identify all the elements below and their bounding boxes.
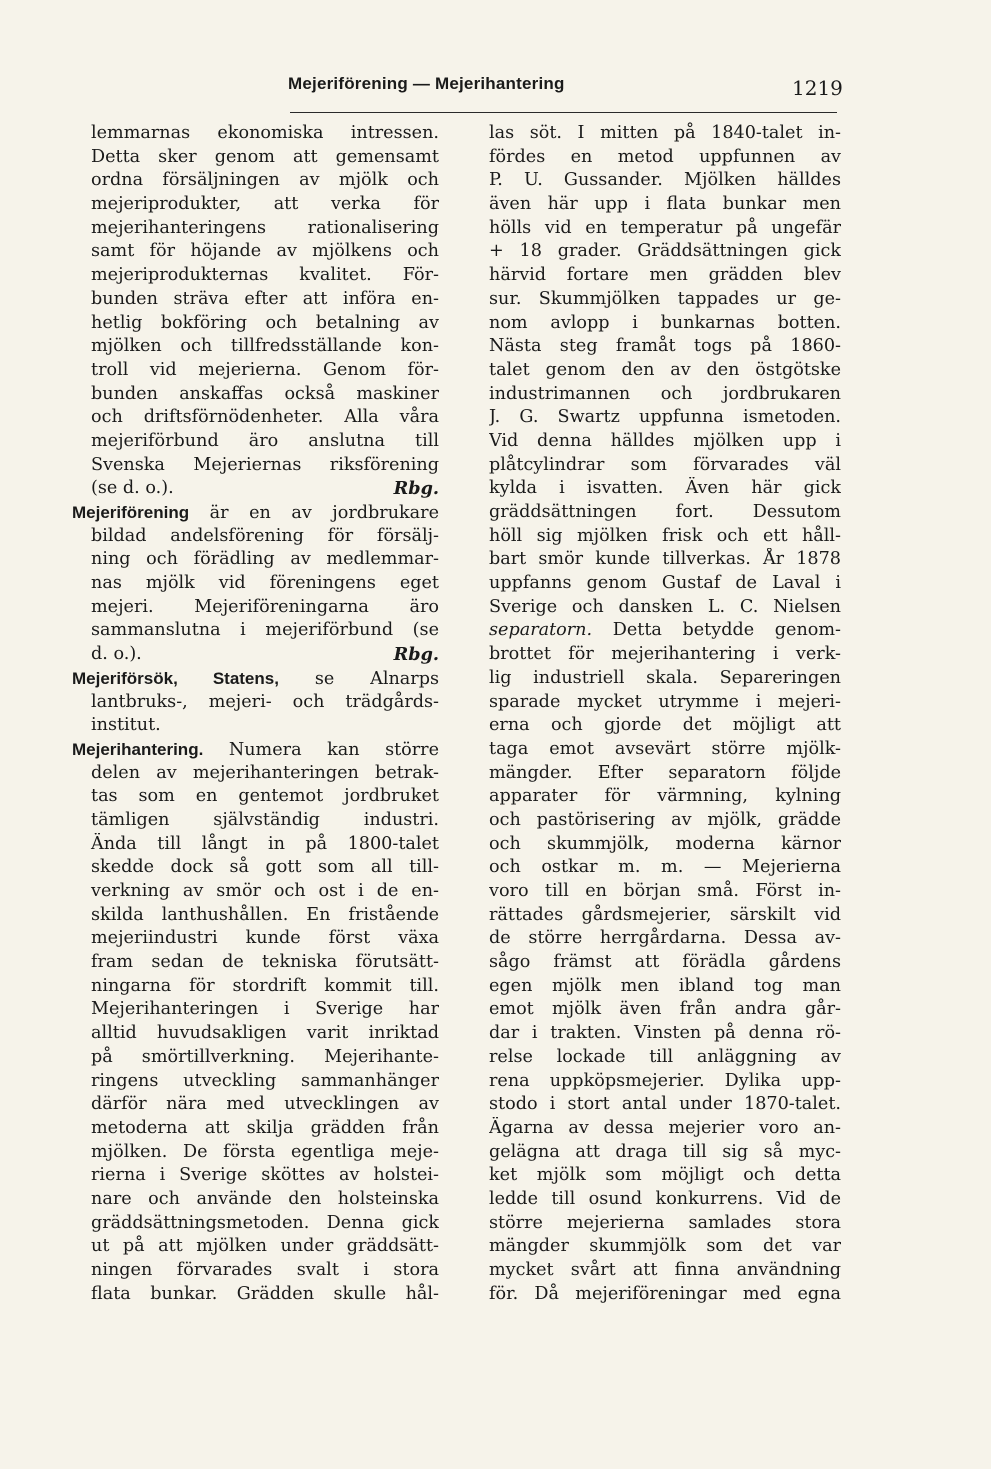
line-text: ledde till osund konkurrens. Vid de — [489, 1188, 841, 1209]
text-line — [72, 217, 439, 241]
text-line — [489, 785, 841, 809]
line-text: ut på att mjölken under gräddsätt- — [91, 1236, 439, 1257]
line-text: ket mjölk som möjligt och detta — [489, 1165, 841, 1186]
line-text: dar i trakten. Vinsten på denna rö- — [489, 1023, 841, 1044]
line-text: bunden sträva efter att införa en- — [91, 288, 439, 309]
text-line — [489, 1212, 841, 1236]
line-text: verkning av smör och ost i de en- — [91, 881, 439, 901]
line-text: ningen förvarades svalt i stora — [91, 1260, 439, 1280]
text-line — [72, 477, 439, 501]
text-line — [489, 1141, 841, 1165]
text-line — [489, 927, 841, 951]
line-text: nas mjölk vid föreningens eget — [91, 573, 439, 594]
entry-title: Mejerihantering. — [72, 739, 204, 759]
line-text: troll vid mejerierna. Genom för- — [91, 359, 439, 380]
line-text: mejeriprodukternas kvalitet. För- — [91, 265, 439, 286]
text-line — [72, 288, 439, 312]
line-text: Vid denna hälldes mjölken upp i — [489, 430, 841, 451]
text-line — [489, 264, 841, 288]
line-text: därför nära med utvecklingen av — [91, 1094, 439, 1115]
text-line — [489, 430, 841, 454]
line-text: de större herrgårdarna. Dessa av- — [489, 928, 841, 949]
line-text: på smörtillverkning. Mejerihante- — [91, 1046, 439, 1067]
text-line — [489, 122, 841, 146]
line-text: mängder. Efter separatorn följde — [489, 762, 841, 783]
line-text: Detta sker genom att gemensamt — [91, 146, 439, 167]
text-line — [72, 454, 439, 478]
line-text: höll sig mjölken frisk och ett håll- — [489, 525, 841, 546]
text-line — [72, 430, 439, 454]
text-line — [489, 833, 841, 857]
running-title: Mejeriförening — Mejerihantering — [288, 74, 565, 93]
line-text: bunden anskaffas också maskiner — [91, 383, 439, 404]
text-line — [489, 1164, 841, 1188]
text-line — [489, 572, 841, 596]
line-text: och driftsförnödenheter. Alla våra — [91, 407, 439, 428]
line-text: P. U. Gussander. Mjölken hälldes — [489, 170, 841, 191]
text-line — [72, 1188, 439, 1212]
text-line — [72, 1046, 439, 1070]
text-line — [489, 406, 841, 430]
line-text: brottet för mejerihantering i verk- — [489, 644, 841, 665]
text-line — [72, 904, 439, 928]
entry-title: Mejeriförsök, Statens, — [72, 668, 279, 688]
text-line — [489, 904, 841, 928]
line-text: Mejerihanteringen i Sverige har — [91, 999, 439, 1020]
line-text: alltid huvudsakligen varit inriktad — [91, 1023, 439, 1044]
line-text: industrimannen och jordbrukaren — [489, 383, 841, 404]
header-rule — [290, 112, 837, 113]
text-line — [72, 122, 439, 146]
line-text: nare och använde den holsteinska — [91, 1188, 439, 1209]
line-text: Ända till långt in på 1800-talet — [91, 833, 439, 854]
line-text: rierna i Sverige sköttes av holstei- — [91, 1165, 439, 1186]
text-line — [489, 217, 841, 241]
text-line — [489, 146, 841, 170]
text-line — [489, 1283, 841, 1307]
text-line — [72, 975, 439, 999]
text-line — [72, 951, 439, 975]
text-line — [72, 643, 439, 667]
line-text: och skummjölk, moderna kärnor — [489, 833, 841, 854]
line-text: taga emot avsevärt större mjölk- — [489, 738, 841, 759]
line-text: (se d. o.). — [91, 478, 174, 499]
line-text: voro till en början små. Först in- — [489, 881, 841, 901]
line-text: ning och förädling av medlemmar- — [91, 549, 439, 570]
line-text: flata bunkar. Grädden skulle hål- — [91, 1283, 439, 1304]
text-line — [489, 240, 841, 264]
text-line — [489, 880, 841, 904]
text-line — [72, 667, 439, 691]
text-line — [72, 880, 439, 904]
text-line — [489, 667, 841, 691]
line-text: stodo i stort antal under 1870-talet. — [489, 1094, 841, 1115]
text-line — [72, 264, 439, 288]
text-line — [489, 288, 841, 312]
line-text: ordna försäljningen av mjölk och — [91, 170, 439, 191]
line-text: större mejerierna samlades stora — [489, 1212, 841, 1233]
text-line — [489, 548, 841, 572]
text-line — [72, 383, 439, 407]
line-text: ningarna för stordrift kommit till. — [91, 975, 439, 996]
line-text: skedde dock så gott som all till- — [91, 857, 439, 878]
text-line — [489, 998, 841, 1022]
text-line — [72, 833, 439, 857]
line-text: lantbruks-, mejeri- och trädgårds- — [91, 691, 439, 712]
line-text: rättades gårdsmejerier, särskilt vid — [489, 904, 841, 925]
line-text: mejeriindustri kunde först växa — [91, 928, 439, 949]
running-header — [0, 74, 991, 104]
text-line — [489, 951, 841, 975]
text-line — [489, 691, 841, 715]
line-text: härvid fortare men grädden blev — [489, 265, 841, 286]
line-text: d. o.). — [91, 644, 142, 665]
text-line — [489, 335, 841, 359]
author-signature: Rbg. — [393, 644, 439, 666]
text-line — [72, 501, 439, 525]
line-text: relse lockade till anläggning av — [489, 1046, 841, 1067]
text-line — [72, 1141, 439, 1165]
line-text: emot mjölk även från andra går- — [489, 999, 841, 1020]
line-text: sur. Skummjölken tappades ur ge- — [489, 288, 841, 309]
line-text: lig industriell skala. Separeringen — [489, 667, 841, 688]
line-text: Sverige och dansken L. C. Nielsen — [489, 596, 841, 617]
text-line — [489, 643, 841, 667]
text-line — [72, 1022, 439, 1046]
line-text: metoderna att skilja grädden från — [91, 1117, 439, 1138]
line-text: Detta betydde genom- — [592, 620, 841, 641]
italic-term: separatorn. — [489, 620, 593, 641]
text-line — [489, 856, 841, 880]
text-line — [72, 1164, 439, 1188]
text-line — [489, 619, 841, 643]
line-text: rena uppköpsmejerier. Dylika upp- — [489, 1070, 841, 1091]
text-line — [489, 809, 841, 833]
line-text: Numera kan större — [203, 739, 439, 760]
text-line — [489, 1235, 841, 1259]
line-text: gelägna att draga till sig så myc- — [489, 1141, 841, 1162]
text-line — [72, 998, 439, 1022]
line-text: gräddsättningen fort. Dessutom — [489, 502, 841, 522]
line-text: fram sedan de tekniska förutsätt- — [91, 952, 439, 973]
line-text: institut. — [91, 715, 161, 736]
line-text: delen av mejerihanteringen betrak- — [91, 762, 439, 783]
text-line — [72, 572, 439, 596]
line-text: Nästa steg framåt togs på 1860- — [489, 336, 841, 357]
text-line — [489, 1093, 841, 1117]
line-text: mejeri. Mejeriföreningarna äro — [91, 596, 439, 617]
text-line — [489, 1117, 841, 1141]
line-text: mängder skummjölk som det var — [489, 1236, 841, 1257]
text-line — [489, 714, 841, 738]
text-line — [72, 691, 439, 715]
line-text: hölls vid en temperatur på ungefär — [489, 217, 841, 238]
line-text: skilda lanthushållen. En fristående — [91, 904, 439, 925]
author-signature: Rbg. — [393, 478, 439, 500]
text-line — [72, 359, 439, 383]
line-text: sparade mycket utrymme i mejeri- — [489, 691, 841, 712]
line-text: kylda i isvatten. Även här gick — [489, 478, 841, 499]
text-line — [72, 312, 439, 336]
text-line — [72, 1259, 439, 1283]
text-line — [489, 525, 841, 549]
line-text: mycket svårt att finna användning — [489, 1260, 841, 1280]
entry-title: Mejeriförening — [72, 503, 190, 522]
line-text: bart smör kunde tillverkas. År 1878 — [489, 549, 841, 570]
text-line — [489, 762, 841, 786]
line-text: apparater för värmning, kylning — [489, 786, 841, 807]
line-text: talet genom den av den östgötske — [489, 359, 841, 380]
text-line — [489, 596, 841, 620]
text-line — [72, 762, 439, 786]
line-text: las söt. I mitten på 1840-talet in- — [489, 123, 841, 143]
line-text: uppfanns genom Gustaf de Laval i — [489, 573, 841, 594]
line-text: plåtcylindrar som förvarades väl — [489, 454, 841, 475]
line-text: lemmarnas ekonomiska intressen. — [91, 123, 439, 143]
text-line — [72, 1283, 439, 1307]
text-line — [72, 714, 439, 738]
line-text: är en av jordbrukare — [189, 503, 439, 523]
text-line — [72, 525, 439, 549]
line-text: + 18 grader. Gräddsättningen gick — [489, 241, 841, 262]
text-line — [489, 501, 841, 525]
text-line — [72, 809, 439, 833]
line-text: erna och gjorde det möjligt att — [489, 715, 841, 736]
line-text: Ägarna av dessa mejerier voro an- — [489, 1117, 841, 1138]
text-line — [489, 312, 841, 336]
line-text: fördes en metod uppfunnen av — [489, 146, 841, 167]
line-text: för. Då mejeriföreningar med egna — [489, 1283, 841, 1304]
text-line — [489, 1046, 841, 1070]
text-line — [72, 1117, 439, 1141]
text-line — [489, 1188, 841, 1212]
line-text: bildad andelsförening för försälj- — [91, 525, 439, 546]
line-text: och pastörisering av mjölk, grädde — [489, 809, 841, 830]
line-text: J. G. Swartz uppfunna ismetoden. — [489, 407, 841, 428]
text-line — [72, 193, 439, 217]
line-text: hetlig bokföring och betalning av — [91, 312, 439, 333]
line-text: mjölken och tillfredsställande kon- — [91, 336, 439, 357]
right-column — [489, 122, 841, 1306]
text-line — [489, 454, 841, 478]
line-text: egen mjölk men ibland tog man — [489, 975, 841, 996]
text-line — [489, 1070, 841, 1094]
line-text: nom avlopp i bunkarnas botten. — [489, 312, 841, 333]
text-line — [72, 785, 439, 809]
text-line — [489, 1259, 841, 1283]
text-line — [72, 335, 439, 359]
line-text: och ostkar m. m. — Mejerierna — [489, 857, 841, 878]
text-line — [72, 856, 439, 880]
text-line — [489, 359, 841, 383]
line-text: sågo främst att förädla gårdens — [489, 952, 841, 973]
text-line — [489, 477, 841, 501]
line-text: mejeriförbund äro anslutna till — [91, 430, 439, 451]
line-text: sammanslutna i mejeriförbund (se — [91, 620, 439, 641]
text-line — [489, 1022, 841, 1046]
line-text: även här upp i flata bunkar men — [489, 194, 841, 215]
text-line — [72, 738, 439, 762]
line-text: mejerihanteringens rationalisering — [91, 217, 439, 238]
page-number: 1219 — [792, 76, 843, 100]
line-text: gräddsättningsmetoden. Denna gick — [91, 1212, 439, 1233]
text-line — [72, 548, 439, 572]
text-line — [72, 406, 439, 430]
line-text: mejeriprodukter, att verka för — [91, 194, 439, 215]
text-line — [72, 619, 439, 643]
line-text: samt för höjande av mjölkens och — [91, 241, 439, 262]
text-line — [489, 383, 841, 407]
text-line — [489, 975, 841, 999]
left-column — [72, 122, 439, 1306]
text-line — [72, 146, 439, 170]
line-text: mjölken. De första egentliga meje- — [91, 1141, 439, 1162]
text-line — [72, 240, 439, 264]
line-text: tämligen självständig industri. — [91, 809, 439, 830]
line-text: Svenska Mejeriernas riksförening — [91, 454, 439, 475]
text-line — [72, 596, 439, 620]
text-line — [72, 1070, 439, 1094]
text-line — [72, 1235, 439, 1259]
text-line — [72, 1093, 439, 1117]
text-line — [489, 738, 841, 762]
text-line — [72, 1212, 439, 1236]
line-text: ringens utveckling sammanhänger — [91, 1070, 439, 1091]
text-line — [72, 927, 439, 951]
line-text: se Alnarps — [278, 668, 439, 689]
line-text: tas som en gentemot jordbruket — [91, 786, 439, 807]
text-line — [489, 193, 841, 217]
text-line — [72, 169, 439, 193]
text-line — [489, 169, 841, 193]
